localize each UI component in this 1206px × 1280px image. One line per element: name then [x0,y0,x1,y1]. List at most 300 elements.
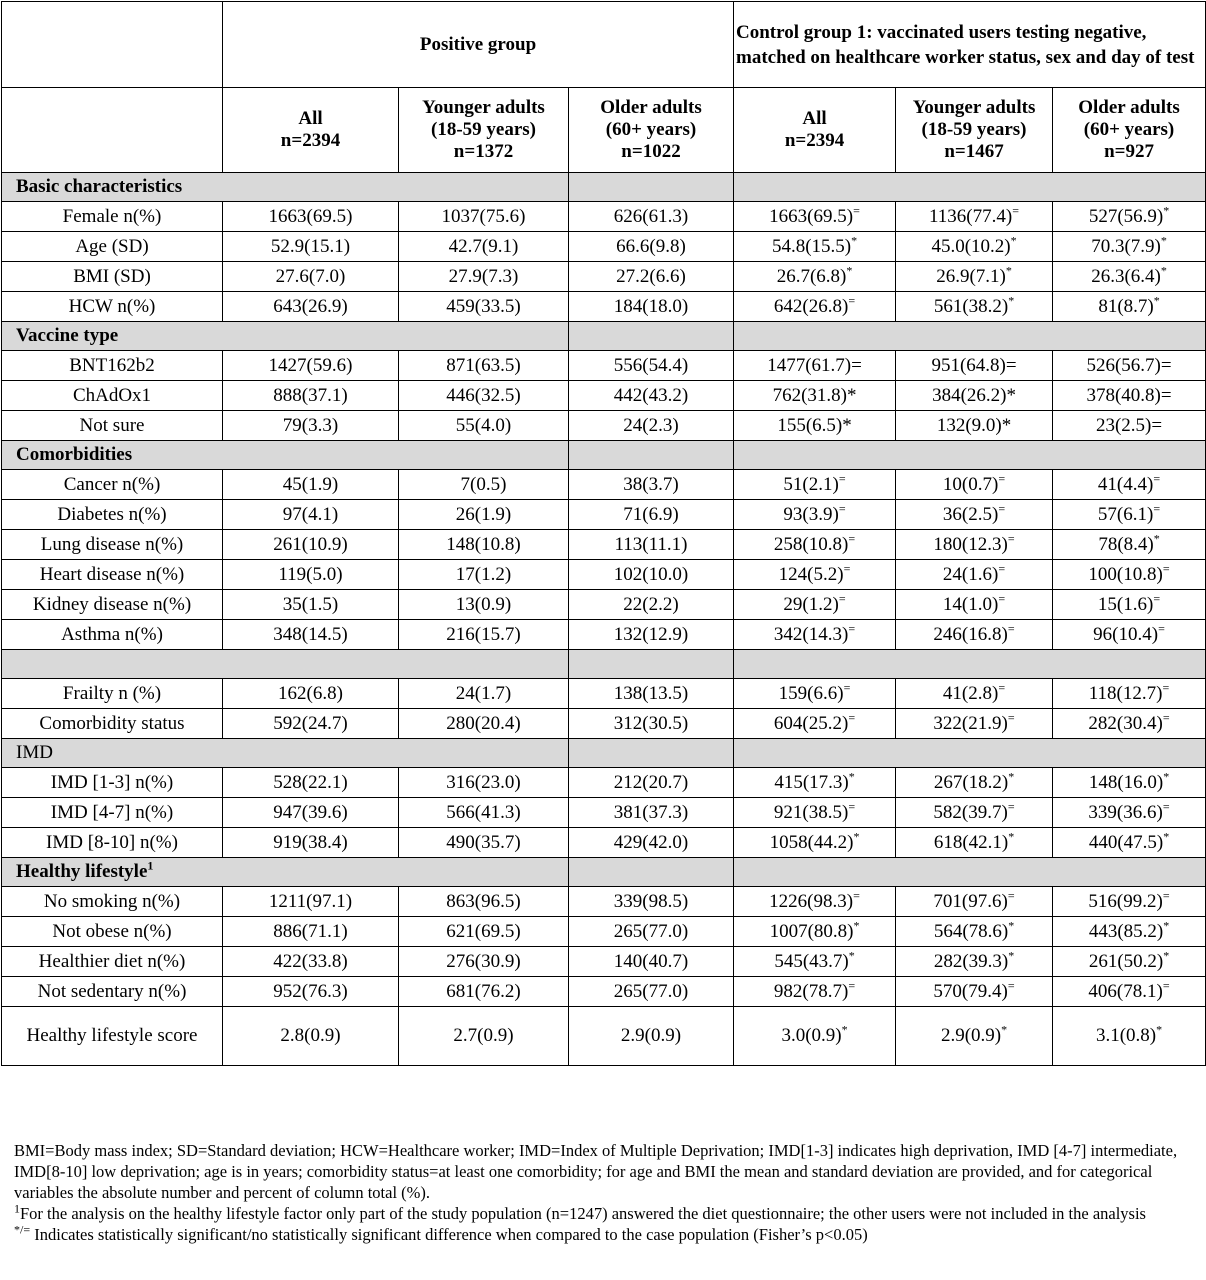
table-cell [223,768,399,798]
table-cell [1053,947,1206,977]
cell-value: 1136(77.4) [929,205,1013,227]
header-empty-cell [2,2,223,88]
table-cell [734,262,896,292]
table-cell [223,590,399,620]
section-row [2,858,1206,887]
section-title [2,441,569,470]
row-label: No smoking n(%) [2,887,223,917]
table-cell [569,947,734,977]
cell-value: 96(10.4) [1093,623,1159,645]
table-cell [569,411,734,441]
cell-value: 70.3(7.9) [1091,235,1161,257]
cell-value: 982(78.7) [773,980,849,1002]
significant-mark: * [1153,531,1160,546]
table-cell [223,887,399,917]
cell-value: 490(35.7) [446,831,521,853]
cell-value: 528(22.1) [273,771,348,793]
table-cell [223,828,399,858]
table-cell [399,620,569,650]
cell-value: 415(17.3) [774,771,849,793]
not-significant-mark: = [1162,888,1170,903]
table-row [2,500,1206,530]
cell-value: 1037(75.6) [441,205,526,227]
cell-value: 643(26.9) [273,295,348,317]
table-cell [1053,351,1206,381]
cell-value: 570(79.4) [933,980,1008,1002]
significant-mark: * [853,918,860,933]
row-label: IMD [8-10] n(%) [2,828,223,858]
cell-value: 124(5.2) [778,563,844,585]
table-cell [223,798,399,828]
table-cell [734,560,896,590]
cell-value: 26.3(6.4) [1091,265,1161,287]
table-cell [569,679,734,709]
significant-mark: * [841,1022,848,1037]
cell-value: 55(4.0) [455,414,512,436]
table-cell [734,411,896,441]
row-label: BMI (SD) [2,262,223,292]
cell-value: 15(1.6) [1097,593,1154,615]
cell-value: 41(4.4) [1097,473,1154,495]
table-cell [223,620,399,650]
table-cell [896,292,1053,322]
column-header-line: n=927 [1104,141,1154,162]
significant-mark: * [1008,293,1015,308]
cell-value: 51(2.1) [783,473,839,495]
cell-value: 159(6.6) [778,682,844,704]
cell-value: 26.9(7.1) [936,265,1006,287]
table-cell [399,560,569,590]
cell-value: 29(1.2) [783,593,839,615]
column-header-4 [734,88,896,173]
row-label: Heart disease n(%) [2,560,223,590]
table-cell [399,351,569,381]
cell-value: 162(6.8) [278,682,343,704]
table-cell [399,798,569,828]
cell-value: 886(71.1) [273,920,348,942]
cell-value: 66.6(9.8) [616,235,686,257]
table-cell [399,917,569,947]
table-cell [399,977,569,1007]
cell-value: 155(6.5)* [777,414,852,436]
significant-mark: * [851,233,858,248]
cell-value: 921(38.5) [773,801,849,823]
cell-value: 45(1.9) [282,473,339,495]
characteristics-table [1,1,1206,1066]
cell-value: 102(10.0) [613,563,689,585]
cell-value: 27.9(7.3) [448,265,519,287]
not-significant-mark: = [1007,978,1015,993]
table-row [2,917,1206,947]
table-cell [1053,1007,1206,1066]
not-significant-mark: = [848,621,856,636]
cell-value: 132(12.9) [613,623,689,645]
table-cell [734,470,896,500]
significant-mark: * [853,829,860,844]
section-blank-cell [734,441,1206,470]
cell-value: 282(30.4) [1088,712,1163,734]
cell-value: 701(97.6) [933,890,1008,912]
table-cell [569,351,734,381]
row-label: Asthma n(%) [2,620,223,650]
table-cell [399,232,569,262]
footnote-1-mark: 1 [14,1201,20,1216]
table-cell [223,977,399,1007]
cell-value: 184(18.0) [613,295,689,317]
table-cell [399,1007,569,1066]
table-cell [569,262,734,292]
cell-value: 246(16.8) [933,623,1008,645]
cell-value: 36(2.5) [942,503,999,525]
cell-value: 93(3.9) [783,503,839,525]
table-cell [1053,262,1206,292]
section-title [2,650,569,679]
row-label: Healthy lifestyle score [2,1007,223,1066]
table-cell [569,620,734,650]
table-cell [734,828,896,858]
table-cell [223,530,399,560]
row-label: IMD [1-3] n(%) [2,768,223,798]
significant-mark: * [1163,203,1170,218]
table-cell [223,381,399,411]
table-cell [734,292,896,322]
not-significant-mark: = [1162,561,1170,576]
not-significant-mark: = [838,501,846,516]
significance-mark: */= [14,1222,31,1237]
table-cell [1053,470,1206,500]
section-blank-cell [569,858,734,887]
table-cell [1053,798,1206,828]
cell-value: 919(38.4) [273,831,348,853]
table-cell [223,679,399,709]
not-significant-mark: = [1162,978,1170,993]
cell-value: 863(96.5) [446,890,521,912]
not-significant-mark: = [998,471,1006,486]
table-row [2,202,1206,232]
table-cell [734,232,896,262]
row-label: Not obese n(%) [2,917,223,947]
cell-value: 443(85.2) [1088,920,1164,942]
table-cell [896,530,1053,560]
row-label: Not sure [2,411,223,441]
table-cell [399,470,569,500]
cell-value: 79(3.3) [282,414,339,436]
table-cell [896,262,1053,292]
not-significant-mark: = [998,561,1006,576]
cell-value: 42.7(9.1) [448,235,519,257]
cell-value: 621(69.5) [446,920,521,942]
section-row [2,322,1206,351]
cell-value: 100(10.8) [1088,563,1163,585]
table-cell [223,947,399,977]
table-cell [223,292,399,322]
row-label: Diabetes n(%) [2,500,223,530]
table-cell [399,828,569,858]
table-cell [896,381,1053,411]
table-cell [896,887,1053,917]
column-header-line: (60+ years) [605,119,697,140]
section-row [2,173,1206,202]
cell-value: 2.9(0.9) [940,1025,1002,1046]
table-cell [223,917,399,947]
table-row [2,262,1206,292]
column-header-3 [569,88,734,173]
table-row [2,1007,1206,1066]
not-significant-mark: = [843,561,851,576]
not-significant-mark: = [1162,680,1170,695]
cell-value: 35(1.5) [282,593,339,615]
table-cell [896,232,1053,262]
table-cell [399,262,569,292]
cell-value: 26(1.9) [455,503,512,525]
section-blank-cell [569,173,734,202]
column-header-line: n=1022 [621,141,681,162]
footnote-1 [14,1203,1194,1224]
row-label: Cancer n(%) [2,470,223,500]
not-significant-mark: = [848,293,856,308]
cell-value: 38(3.7) [623,473,679,495]
table-cell [1053,590,1206,620]
table-cell [569,709,734,739]
cell-value: 1663(69.5) [268,205,353,227]
not-significant-mark: = [1162,710,1170,725]
table-cell [896,947,1053,977]
cell-value: 316(23.0) [446,771,521,793]
header-empty-cell [2,88,223,173]
table-cell [569,917,734,947]
table-row [2,947,1206,977]
cell-value: 52.9(15.1) [270,235,351,257]
cell-value: 71(6.9) [623,503,679,525]
table-cell [399,590,569,620]
column-header-line: n=2394 [784,130,845,151]
table-row [2,768,1206,798]
column-header-6 [1053,88,1206,173]
cell-value: 216(15.7) [446,623,521,645]
table-cell [569,828,734,858]
table-cell [734,768,896,798]
cell-value: 24(2.3) [623,414,679,436]
section-title-text: Basic characteristics [16,176,183,197]
cell-value: 119(5.0) [278,563,343,585]
row-label: Lung disease n(%) [2,530,223,560]
table-cell [734,1007,896,1066]
table-cell [569,590,734,620]
table-cell [734,679,896,709]
significant-mark: * [848,948,855,963]
table-cell [1053,381,1206,411]
cell-value: 1663(69.5) [769,205,854,227]
table-cell [569,530,734,560]
cell-value: 267(18.2) [933,771,1009,793]
cell-value: 138(13.5) [613,682,689,704]
table-cell [569,1007,734,1066]
section-title-text: IMD [16,742,53,763]
cell-value: 3.1(0.8) [1095,1025,1157,1046]
table-cell [399,292,569,322]
table-cell [1053,977,1206,1007]
table-cell [223,560,399,590]
not-significant-mark: = [1012,203,1019,218]
table-cell [1053,232,1206,262]
table-cell [896,828,1053,858]
not-significant-mark: = [998,680,1006,695]
cell-value: 24(1.6) [942,563,999,585]
table-cell [896,917,1053,947]
table-cell [399,709,569,739]
row-label: Female n(%) [2,202,223,232]
cell-value: 78(8.4) [1098,533,1154,555]
table-cell [223,470,399,500]
cell-value: 592(24.7) [273,712,348,734]
cell-value: 258(10.8) [773,533,849,555]
cell-value: 339(36.6) [1088,801,1163,823]
control-group-header: Control group 1: vaccinated users testing negative, matched on healthcare worker status, sex and day of test [734,2,1206,88]
cell-value: 280(20.4) [446,712,521,734]
table-cell [896,977,1053,1007]
cell-value: 1058(44.2) [769,831,854,853]
positive-group-header: Positive group [223,2,734,88]
cell-value: 312(30.5) [613,712,689,734]
significant-mark: * [1010,233,1017,248]
significant-mark: * [1008,948,1015,963]
table-cell [734,798,896,828]
table-cell [569,768,734,798]
column-header-line: All [298,108,323,129]
table-cell [896,411,1053,441]
cell-value: 1226(98.3) [769,890,854,912]
table-cell [399,530,569,560]
table-row [2,620,1206,650]
significance-note [14,1224,1194,1245]
not-significant-mark: = [1007,710,1015,725]
table-cell [734,202,896,232]
cell-value: 527(56.9) [1088,205,1164,227]
table-row [2,411,1206,441]
cell-value: 265(77.0) [613,920,689,942]
section-title [2,173,569,202]
cell-value: 516(99.2) [1088,890,1163,912]
cell-value: 24(1.7) [455,682,512,704]
table-row [2,887,1206,917]
cell-value: 459(33.5) [446,295,521,317]
table-cell [569,470,734,500]
cell-value: 261(50.2) [1088,950,1164,972]
table-cell [896,1007,1053,1066]
table-row [2,977,1206,1007]
section-title-text: Vaccine type [16,325,119,346]
cell-value: 642(26.8) [773,295,849,317]
table-cell [399,887,569,917]
cell-value: 561(38.2) [933,295,1009,317]
cell-value: 422(33.8) [273,950,348,972]
table-cell [399,679,569,709]
significant-mark: * [1160,263,1167,278]
cell-value: 282(39.3) [933,950,1009,972]
not-significant-mark: = [1007,799,1015,814]
table-cell [896,590,1053,620]
cell-value: 526(56.7)= [1086,354,1172,376]
table-cell [1053,500,1206,530]
not-significant-mark: = [1007,888,1015,903]
table-row [2,530,1206,560]
cell-value: 564(78.6) [933,920,1009,942]
significant-mark: * [1163,918,1170,933]
section-title [2,322,569,351]
section-blank-cell [569,441,734,470]
column-header-1 [223,88,399,173]
cell-value: 13(0.9) [455,593,512,615]
column-header-line: Younger adults [422,97,545,118]
abbreviations-note: BMI=Body mass index; SD=Standard deviation; HCW=Healthcare worker; IMD=Index of Multiple Deprivation; IMD[1-3] indicates high deprivation, IMD [4-7] intermediate, IMD[8-10] low deprivation; age is in years; comorbidity status=at least one comorbidity; for age and BMI the mean and standard deviation are provided, and for categorical variables the absolute number and percent of column total (%). [14,1141,1178,1202]
row-label: Healthier diet n(%) [2,947,223,977]
cell-value: 1211(97.1) [268,890,353,912]
section-blank-cell [734,650,1206,679]
cell-value: 3.0(0.9) [781,1025,842,1046]
cell-value: 212(20.7) [613,771,689,793]
significant-mark: * [848,769,855,784]
table-row [2,381,1206,411]
table-cell [1053,768,1206,798]
significant-mark: * [1153,293,1160,308]
section-blank-cell [569,650,734,679]
table-cell [896,351,1053,381]
not-significant-mark: = [1007,621,1015,636]
cell-value: 406(78.1) [1088,980,1163,1002]
cell-value: 81(8.7) [1098,295,1154,317]
table-cell [223,262,399,292]
table-cell [896,470,1053,500]
section-row [2,739,1206,768]
cell-value: 180(12.3) [933,533,1008,555]
cell-value: 23(2.5)= [1095,414,1163,436]
section-blank-cell [734,173,1206,202]
section-row [2,441,1206,470]
significant-mark: * [1156,1022,1163,1037]
column-header-line: n=2394 [280,130,341,151]
table-cell [569,381,734,411]
table-row [2,679,1206,709]
table-notes [14,1140,1194,1245]
table-cell [569,232,734,262]
table-cell [569,202,734,232]
table-cell [734,917,896,947]
significant-mark: * [1160,233,1167,248]
row-label: Age (SD) [2,232,223,262]
cell-value: 1007(80.8) [769,920,854,942]
row-label: BNT162b2 [2,351,223,381]
cell-value: 148(10.8) [446,533,521,555]
section-title-sup: 1 [147,858,154,873]
cell-value: 888(37.1) [273,384,348,406]
table-cell [569,977,734,1007]
footnote-1-text: For the analysis on the healthy lifestyle factor only part of the study population (n=1247) answered the diet questionnaire; the other users were not included in the analysis [20,1204,1146,1223]
cell-value: 582(39.7) [933,801,1008,823]
significant-mark: * [846,263,853,278]
cell-value: 604(25.2) [773,712,849,734]
cell-value: 2.8(0.9) [280,1025,341,1046]
row-label: Not sedentary n(%) [2,977,223,1007]
table-cell [399,768,569,798]
table-row [2,590,1206,620]
section-blank-cell [734,858,1206,887]
not-significant-mark: = [848,978,856,993]
cell-value: 762(31.8)* [772,384,857,406]
table-cell [1053,917,1206,947]
table-cell [896,709,1053,739]
row-label: Frailty n (%) [2,679,223,709]
significant-mark: * [1008,769,1015,784]
